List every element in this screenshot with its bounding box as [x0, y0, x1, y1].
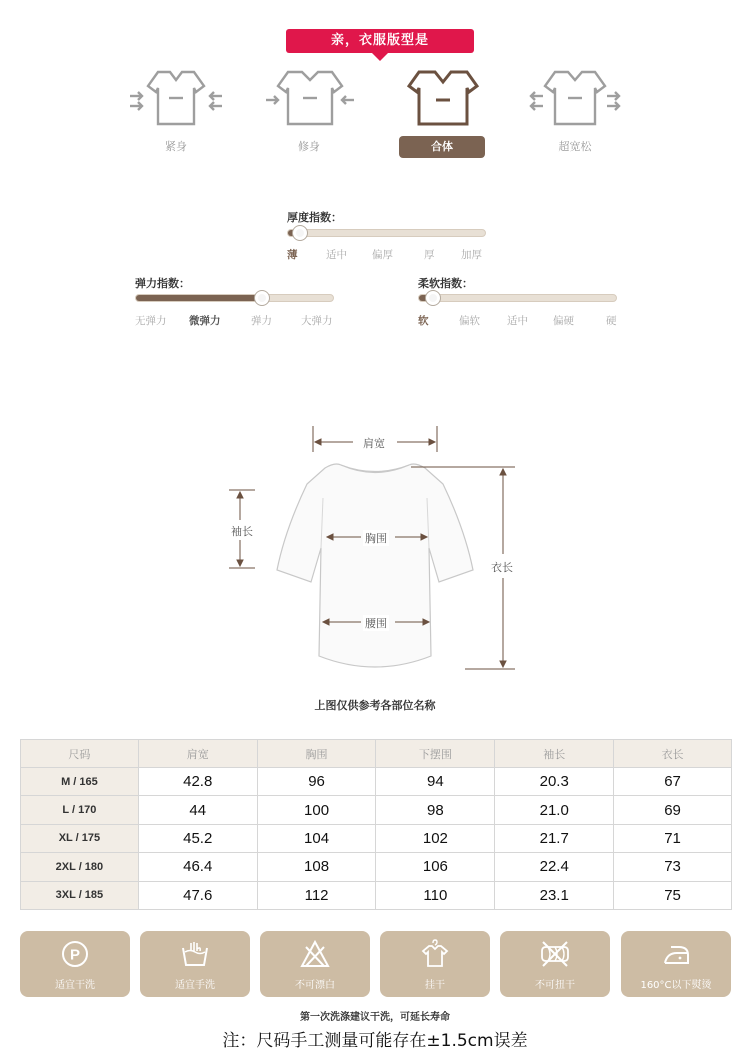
table-cell: 98 — [376, 796, 495, 824]
table-cell: 21.7 — [495, 824, 614, 852]
table-row — [21, 768, 732, 796]
softness-title: 柔软指数： — [418, 277, 473, 290]
regular-fit-icon — [393, 66, 493, 130]
table-cell: 46.4 — [138, 853, 257, 881]
softness-tick: 适中 — [507, 315, 528, 327]
sleeve-label: 袖长 — [231, 525, 253, 538]
tight-fit-icon — [126, 66, 226, 130]
thickness-tick: 加厚 — [461, 249, 482, 261]
column-header: 胸围 — [257, 740, 376, 768]
size-cell: 2XL / 180 — [21, 853, 139, 881]
care-item-dry-clean — [20, 931, 130, 997]
softness-tick: 硬 — [606, 315, 617, 327]
size-cell: L / 170 — [21, 796, 139, 824]
table-cell: 75 — [614, 881, 732, 909]
hand-wash-icon — [180, 939, 210, 969]
table-cell: 106 — [376, 853, 495, 881]
table-row — [21, 824, 732, 852]
thickness-tick: 厚 — [424, 249, 435, 261]
thickness-tick: 适中 — [326, 249, 347, 261]
care-label: 160°C以下熨烫 — [640, 980, 712, 991]
fit-option-oversize[interactable]: 超宽松 — [558, 140, 592, 153]
table-row — [21, 881, 732, 909]
dry-clean-icon — [60, 939, 90, 969]
length-label: 衣长 — [491, 561, 513, 574]
elasticity-tick: 微弹力 — [189, 315, 221, 327]
care-label: 不可漂白 — [295, 980, 335, 991]
size-footnote: 注：尺码手工测量可能存在±1.5cm误差 — [222, 1031, 528, 1051]
table-cell: 20.3 — [495, 768, 614, 796]
thickness-title: 厚度指数： — [287, 211, 342, 224]
table-cell: 100 — [257, 796, 376, 824]
softness-tick: 偏软 — [459, 315, 480, 327]
elasticity-tick: 无弹力 — [135, 315, 167, 327]
shoulder-label: 肩宽 — [363, 437, 385, 450]
thickness-knob — [292, 225, 308, 241]
no-wring-icon — [540, 939, 570, 969]
fit-option-slim[interactable]: 修身 — [298, 140, 320, 153]
table-row — [21, 853, 732, 881]
table-cell: 110 — [376, 881, 495, 909]
elasticity-tick: 弹力 — [251, 315, 272, 327]
table-cell: 112 — [257, 881, 376, 909]
elasticity-track — [135, 294, 334, 302]
table-cell: 102 — [376, 824, 495, 852]
size-table — [20, 739, 732, 910]
hang-dry-icon — [420, 939, 450, 969]
elasticity-tick: 大弹力 — [301, 315, 333, 327]
waist-label: 腰围 — [365, 617, 387, 630]
size-cell: XL / 175 — [21, 824, 139, 852]
softness-tick: 软 — [418, 315, 429, 327]
elasticity-knob — [254, 290, 270, 306]
slim-fit-icon — [260, 66, 360, 130]
care-item-no-wring — [500, 931, 610, 997]
table-cell: 47.6 — [138, 881, 257, 909]
svg-text:P: P — [69, 946, 81, 964]
thickness-tick: 偏厚 — [372, 249, 393, 261]
measurement-diagram — [215, 420, 535, 680]
table-cell: 104 — [257, 824, 376, 852]
table-cell: 94 — [376, 768, 495, 796]
table-cell: 71 — [614, 824, 732, 852]
elasticity-fill — [136, 295, 262, 301]
table-cell: 108 — [257, 853, 376, 881]
thickness-tick: 薄 — [287, 249, 298, 261]
column-header: 衣长 — [614, 740, 732, 768]
tshirt-outline-icon — [215, 420, 535, 680]
diagram-caption: 上图仅供参考各部位名称 — [314, 699, 436, 712]
care-item-no-bleach — [260, 931, 370, 997]
softness-knob — [425, 290, 441, 306]
size-cell: 3XL / 185 — [21, 881, 139, 909]
elasticity-title: 弹力指数： — [135, 277, 190, 290]
care-label: 不可扭干 — [535, 980, 575, 991]
column-header: 下摆围 — [376, 740, 495, 768]
care-item-iron — [621, 931, 731, 997]
fit-option-tight[interactable]: 紧身 — [165, 140, 187, 153]
table-cell: 96 — [257, 768, 376, 796]
table-cell: 73 — [614, 853, 732, 881]
care-item-hand-wash — [140, 931, 250, 997]
table-cell: 45.2 — [138, 824, 257, 852]
no-bleach-icon — [300, 939, 330, 969]
care-label: 适宜干洗 — [55, 980, 95, 991]
care-item-hang-dry — [380, 931, 490, 997]
column-header: 尺码 — [21, 740, 139, 768]
table-cell: 23.1 — [495, 881, 614, 909]
iron-icon — [661, 939, 691, 969]
care-label: 适宜手洗 — [175, 980, 215, 991]
table-cell: 21.0 — [495, 796, 614, 824]
care-label: 挂干 — [425, 980, 445, 991]
softness-track — [418, 294, 617, 302]
table-cell: 44 — [138, 796, 257, 824]
fit-option-regular[interactable]: 合体 — [399, 136, 485, 158]
table-cell: 22.4 — [495, 853, 614, 881]
thickness-track — [287, 229, 486, 237]
chest-label: 胸围 — [365, 532, 387, 545]
table-header-row — [21, 740, 732, 768]
fit-banner: 亲，衣服版型是 — [286, 29, 474, 53]
softness-tick: 偏硬 — [553, 315, 574, 327]
oversize-fit-icon — [525, 66, 625, 130]
column-header: 肩宽 — [138, 740, 257, 768]
table-row — [21, 796, 732, 824]
size-cell: M / 165 — [21, 768, 139, 796]
table-cell: 42.8 — [138, 768, 257, 796]
care-note: 第一次洗涤建议干洗，可延长寿命 — [300, 1012, 450, 1023]
table-cell: 67 — [614, 768, 732, 796]
column-header: 袖长 — [495, 740, 614, 768]
table-cell: 69 — [614, 796, 732, 824]
